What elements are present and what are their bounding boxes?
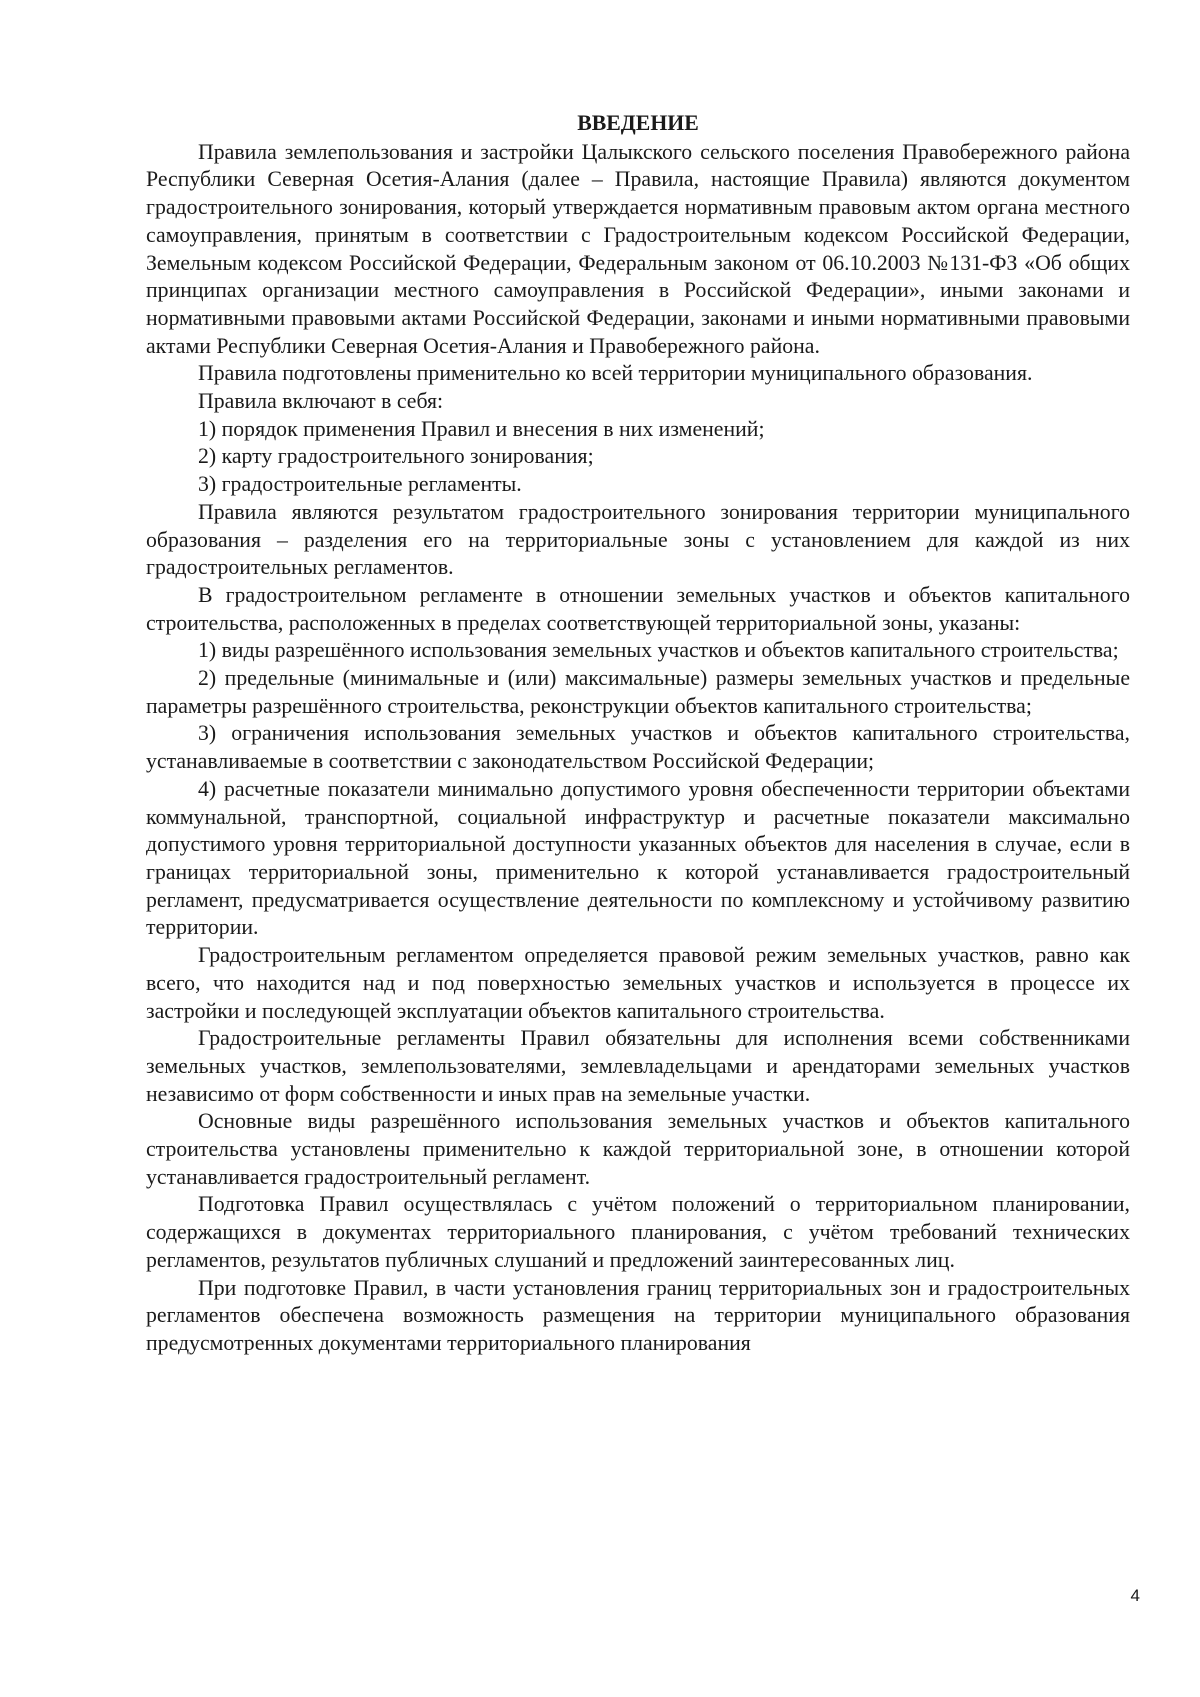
list-item-permitted-uses: 1) виды разрешённого использования земельных участков и объектов капитального строительства; — [198, 638, 1119, 663]
list-item-procedure: 1) порядок применения Правил и внесения в них изменений; — [198, 416, 765, 441]
paragraph-intro: Правила землепользования и застройки Цалыкского сельского поселения Правобережного района Республики Северная Осетия-Алания (далее – Правила, настоящие Правила) являются документом градостроительного зонирования, который утверждается нормативным правовым актом органа местного самоуправления, принятым в соответствии с Градостроительным кодексом Российской Федерации, Земельным кодексом Российской Федерации, Федеральным законом от 06.10.2003 №131-ФЗ «Об общих принципах организации местного самоуправления в Российской Федерации», иными законами и нормативными правовыми актами Российской Федерации, законами и иными нормативными правовыми актами Республики Северная Осетия-Алания и Правобережного района. — [146, 139, 1130, 358]
paragraph-main-uses: Основные виды разрешённого использования земельных участков и объектов капитального строительства установлены применительно к каждой территориальной зоне, в отношении которой устанавливается градостроительный регламент. — [146, 1109, 1130, 1189]
paragraph-includes: Правила включают в себя: — [198, 389, 444, 414]
paragraph-result-of-zoning: Правила являются результатом градостроительного зонирования территории муниципального образования – разделения его на территориальные зоны с установлением для каждой из них градостроительных регламентов. — [146, 499, 1130, 580]
section-heading: ВВЕДЕНИЕ — [577, 111, 699, 135]
document-body — [146, 110, 1130, 1358]
paragraph-boundaries: При подготовке Правил, в части установления границ территориальных зон и градостроительных регламентов обеспечена возможность размещения на территории муниципального образования предусмотренных документами территориального планирования — [146, 1275, 1130, 1355]
list-item-zoning-map: 2) карту градостроительного зонирования; — [198, 444, 594, 469]
paragraph-regulation-specifies: В градостроительном регламенте в отношении земельных участков и объектов капитального строительства, расположенных в пределах соответствующей территориальной зоны, указаны: — [146, 582, 1130, 635]
paragraph-legal-regime: Градостроительным регламентом определяется правовой режим земельных участков, равно как всего, что находится над и под поверхностью земельных участков и используется в процессе их застройки и последующей эксплуатации объектов капитального строительства. — [146, 943, 1130, 1023]
paragraph-preparation: Подготовка Правил осуществлялась с учётом положений о территориальном планировании, содержащихся в документах территориального планирования, с учётом требований технических регламентов, результатов публичных слушаний и предложений заинтересованных лиц. — [146, 1192, 1130, 1272]
paragraph-territory: Правила подготовлены применительно ко всей территории муниципального образования. — [198, 361, 1033, 386]
list-item-size-limits: 2) предельные (минимальные и (или) максимальные) размеры земельных участков и предельные параметры разрешённого строительства, реконструкции объектов капитального строительства; — [146, 666, 1130, 718]
paragraph-mandatory: Градостроительные регламенты Правил обязательны для исполнения всеми собственниками земельных участков, землепользователями, землевладельцами и арендаторами земельных участков независимо от форм собственности и иных прав на земельные участки. — [146, 1026, 1130, 1106]
page-number: 4 — [1130, 1586, 1140, 1605]
list-item-calculated-indicators: 4) расчетные показатели минимально допустимого уровня обеспеченности территории объектами коммунальной, транспортной, социальной инфраструктур и расчетные показатели максимально допустимого уровня территориальной доступности указанных объектов для населения в случае, если в границах территориальной зоны, применительно к которой устанавливается градостроительный регламент, предусматривается осуществление деятельности по комплексному и устойчивому развитию территории. — [146, 776, 1130, 940]
list-item-restrictions: 3) ограничения использования земельных участков и объектов капитального строительства, устанавливаемые в соответствии с законодательством Российской Федерации; — [146, 721, 1130, 774]
list-item-regulations: 3) градостроительные регламенты. — [198, 472, 522, 497]
